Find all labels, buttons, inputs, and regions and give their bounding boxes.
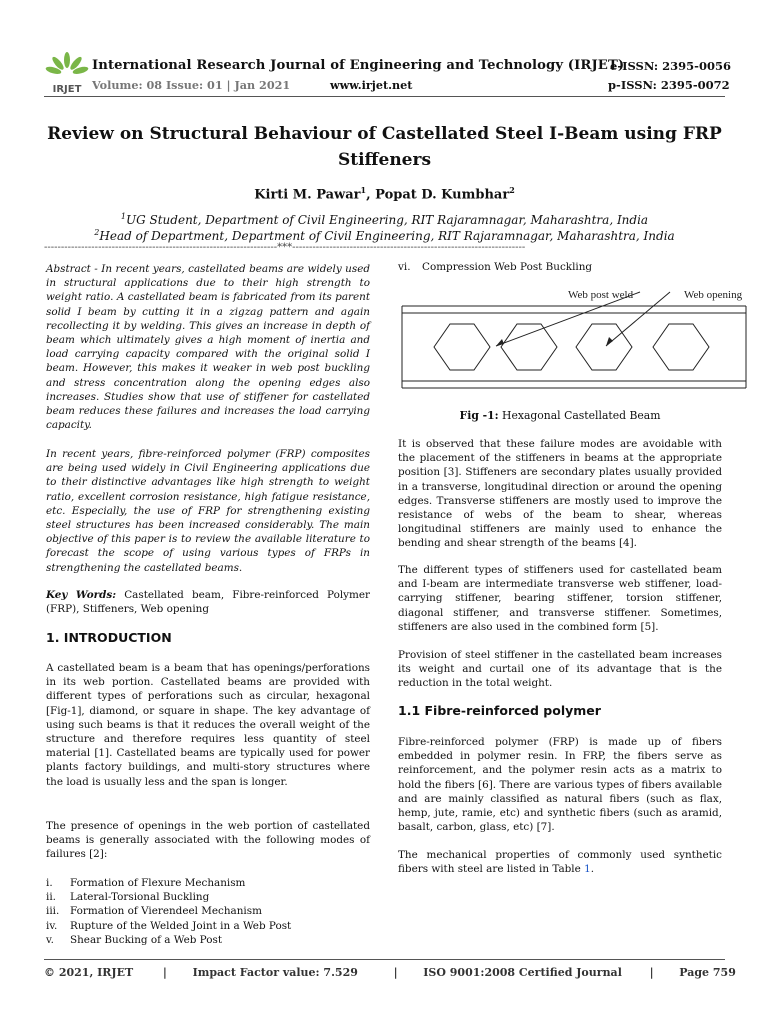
volume-info: Volume: 08 Issue: 01 | Jan 2021 <box>92 78 291 92</box>
journal-name: International Research Journal of Engineering and Technology (IRJET) <box>92 58 625 73</box>
logo-text: IRJET <box>52 84 82 95</box>
arrowhead-opening <box>606 337 613 346</box>
footer-copyright: © 2021, IRJET <box>44 966 134 979</box>
section-heading-frp: 1.1 Fibre-reinforced polymer <box>398 703 601 718</box>
keywords: Key Words: Castellated beam, Fibre-reinforced Polymer (FRP), Stiffeners, Web opening <box>46 589 370 616</box>
hex-opening-1 <box>434 324 490 370</box>
paper-title: Review on Structural Behaviour of Castellated Steel I-Beam using FRP Stiffeners <box>47 124 722 170</box>
body-paragraph-5: The mechanical properties of commonly used synthetic fibers with steel are listed in Table 1. <box>398 849 722 876</box>
affiliation-1: $^1$UG Student, Department of Civil Engineering, RIT Rajaramnagar, Maharashtra, India <box>120 212 649 227</box>
body-paragraph-2: The different types of stiffeners used for castellated beam and I-beam are intermediate transverse web stiffener, load-carrying stiffener, bearing stiffener, torsion stiffener, diagonal stiffener, and transverse stiffener. Sometimes, stiffeners are also used in the combined form [5]. <box>398 564 722 633</box>
failure-mode-item-vi: vi. Compression Web Post Buckling <box>398 261 593 273</box>
separator-line: ---------------------------------------------------------------------***--------------------------------------------------------------------- <box>44 242 526 253</box>
footer-separator: | <box>649 966 654 979</box>
journal-website[interactable]: www.irjet.net <box>330 78 413 92</box>
section-heading-introduction: 1. INTRODUCTION <box>46 630 172 645</box>
body-paragraph-4: Fibre-reinforced polymer (FRP) is made up of fibers embedded in polymer resin. In FRP, the fibers serve as reinforcement, and the polymer resin acts as a matrix to hold the fibers [6]. There are various types of fibers available and are mainly classified as natural fibers (such as flax, hemp, jute, ramie, etc) and synthetic fibers (such as aramid, basalt, carbon, glass, etc) [7]. <box>398 736 722 834</box>
intro-paragraph-2: The presence of openings in the web portion of castellated beams is generally associated with the following modes of failures [2]: <box>46 820 370 861</box>
body-paragraph-1: It is observed that these failure modes are avoidable with the placement of the stiffeners in beams at the appropriate position [3]. Stiffeners are secondary plates usually provided in a transverse, longitudinal direction or around the opening edges. Transverse stiffeners are mostly used to improve the resistance of webs of the beam to shear, whereas longitudinal stiffeners are mainly used to enhance the bending and shear strength of the beams [4]. <box>398 438 722 550</box>
list-item: i. Formation of Flexure Mechanism <box>46 877 246 889</box>
failure-modes-list <box>46 876 370 947</box>
footer-rule <box>44 959 725 960</box>
footer-iso: ISO 9001:2008 Certified Journal <box>423 966 622 979</box>
eissn: e-ISSN: 2395-0056 <box>610 59 731 73</box>
label-web-post-weld: Web post weld <box>568 289 634 301</box>
body-paragraph-3: Provision of steel stiffener in the castellated beam increases its weight and curtail one of its advantage that is the reduction in the total weight. <box>398 649 722 690</box>
figure-castellated-beam <box>398 282 750 402</box>
footer-separator: | <box>162 966 167 979</box>
intro-paragraph-1: A castellated beam is a beam that has openings/perforations in its web portion. Castellated beams are provided with different types of perforations such as circular, hexagonal [Fig-1], diamond, or square in shape. The key advantage of using such beams is that it reduces the overall weight of the structure and therefore requires less quantity of steel material [1]. Castellated beams are typically used for power plants factory buildings, and multi-story structures where the load is usually less and the span is longer. <box>46 662 370 788</box>
list-item: v. Shear Bucking of a Web Post <box>46 933 223 946</box>
abstract: Abstract - In recent years, castellated beams are widely used in structural applications due to their high strength to weight ratio. A castellated beam is fabricated from its parent solid I beam by cutting it in a zigzag pattern and again recollecting it by welding. This gives an increase in depth of beam which ultimately gives a high moment of inertia and load carrying capacity compared with the original solid I beam. However, this makes it weaker in web post buckling and stress concentration along the opening edges also increases. Studies show that use of stiffener for castellated beam reduces these failures and increases the load carrying capacity. <box>46 263 370 432</box>
list-item: ii. Lateral-Torsional Buckling <box>46 891 210 904</box>
footer-page-number: Page 759 <box>679 966 736 979</box>
table-reference-link[interactable]: 1 <box>584 863 591 876</box>
header-rule <box>44 96 725 97</box>
hex-opening-4 <box>653 324 709 370</box>
figure-caption: Fig -1: Hexagonal Castellated Beam <box>459 409 661 422</box>
abstract-paragraph-2: In recent years, fibre-reinforced polymer (FRP) composites are being used widely in Civil Engineering applications due to their distinctive advantages like high strength to weight ratio, excellent corrosion resistance, high fatigue resistance, etc. Especially, the use of FRP for strengthening existing steel structures has been increased considerably. The main objective of this paper is to review the available literature to forecast the scope of using various types of FRPs in strengthening the castellated beams. <box>46 448 370 574</box>
label-web-opening: Web opening <box>684 289 743 301</box>
list-item: iii. Formation of Vierendeel Mechanism <box>46 905 262 918</box>
affiliation-2: $^2$Head of Department, Department of Civil Engineering, RIT Rajaramnagar, Maharashtra, India <box>94 228 675 243</box>
journal-logo <box>44 50 90 96</box>
hex-opening-2 <box>501 324 557 370</box>
footer-impact-factor: Impact Factor value: 7.529 <box>192 966 358 979</box>
list-item: iv. Rupture of the Welded Joint in a Web Post <box>46 919 292 932</box>
pissn: p-ISSN: 2395-0072 <box>608 78 730 92</box>
page-footer <box>44 966 736 979</box>
authors: Kirti M. Pawar$^1$, Popat D. Kumbhar$^2$ <box>254 185 515 203</box>
footer-separator: | <box>393 966 398 979</box>
